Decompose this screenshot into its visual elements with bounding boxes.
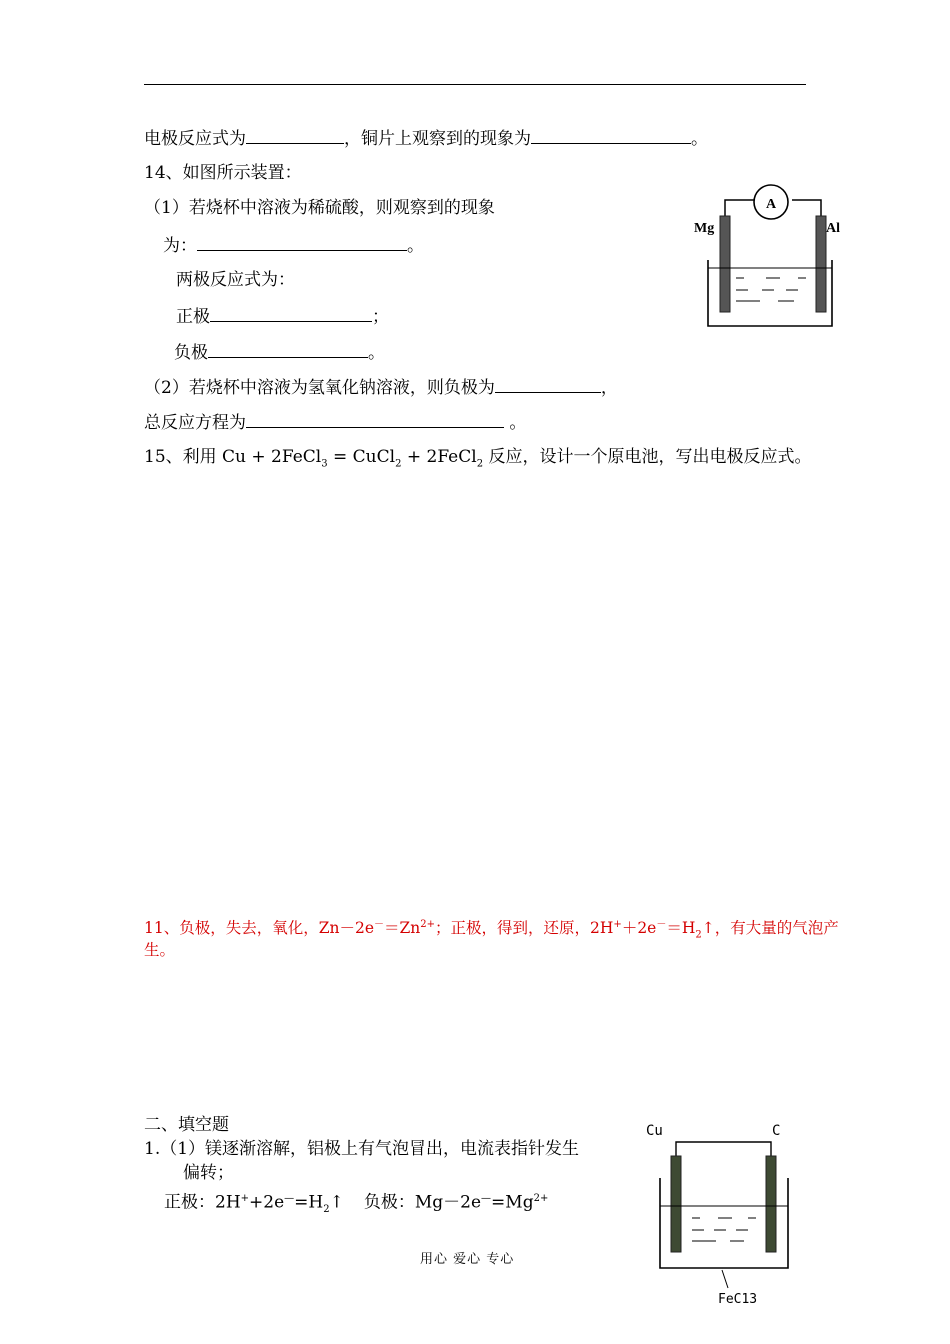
- answer-blank[interactable]: [197, 233, 407, 251]
- q14-both-electrodes: 两极反应式为：: [176, 270, 295, 290]
- mg-label: Mg: [694, 221, 715, 236]
- q14-negative: 负极 。: [174, 340, 385, 364]
- solution-label: FeC13: [718, 1292, 758, 1307]
- section2-electrode-equations: 正极：$2H^++2e^—=H_2↑$ 负极：$Mg-2e^—=Mg^{2+}$: [164, 1192, 549, 1216]
- answer-11-line1: 11、负极，失去，氧化，$Zn-2e^-=Zn^{2+}$；正极，得到，还原，$2H^++2e^-=H_2↑$，有大量的气泡产: [144, 919, 839, 941]
- answer-11-line2: 生。: [144, 941, 176, 959]
- mg-electrode: [720, 216, 730, 312]
- answer-blank[interactable]: [210, 304, 372, 322]
- q13-text: ，铜片上观察到的现象为: [344, 129, 531, 149]
- pointer-line: [722, 1270, 728, 1288]
- answer-blank[interactable]: [246, 410, 504, 428]
- section-heading: 二、填空题: [144, 1115, 229, 1135]
- answer-blank[interactable]: [208, 340, 368, 358]
- mg-al-cell-diagram: [690, 180, 850, 330]
- q14-total: 总反应方程为 。: [144, 410, 526, 434]
- q14-part2: （2）若烧杯中溶液为氢氧化钠溶液，则负极为 ，: [144, 375, 618, 399]
- al-label: Al: [826, 221, 840, 236]
- q14-title: 14、如图所示装置：: [144, 163, 302, 183]
- c-label: C: [772, 1123, 781, 1139]
- wire-right: [792, 200, 821, 218]
- al-electrode: [816, 216, 826, 312]
- solution-lines: [736, 278, 806, 301]
- cu-c-cell-diagram: [640, 1118, 800, 1308]
- q14-part1-answer: 为： 。: [163, 233, 424, 257]
- q15: 15、利用 Cu + 2FeCl$_3$ = CuCl$_2$ + 2FeCl$_2$ 反应，设计一个原电池，写出电极反应式。: [144, 447, 812, 470]
- answer-blank[interactable]: [531, 126, 691, 144]
- section2-item1: 1.（1）镁逐渐溶解，铝极上有气泡冒出，电流表指针发生: [144, 1139, 580, 1159]
- answer-blank[interactable]: [495, 375, 601, 393]
- header-rule: [144, 84, 806, 85]
- q14-part1: （1）若烧杯中溶液为稀硫酸，则观察到的现象: [144, 198, 495, 218]
- cu-electrode: [671, 1156, 681, 1252]
- q13-text: 电极反应式为: [144, 129, 246, 149]
- ammeter-label: A: [765, 197, 777, 212]
- c-electrode: [766, 1156, 776, 1252]
- section2-item1-cont: 偏转；: [183, 1163, 234, 1183]
- page-footer: 用心 爱心 专心: [420, 1252, 515, 1267]
- q13-line: 电极反应式为 ，铜片上观察到的现象为 。: [144, 126, 708, 150]
- q14-positive: 正极 ；: [176, 304, 389, 328]
- wire: [676, 1142, 771, 1156]
- answer-blank[interactable]: [246, 126, 344, 144]
- cu-label: Cu: [646, 1123, 663, 1139]
- solution-lines: [692, 1218, 756, 1241]
